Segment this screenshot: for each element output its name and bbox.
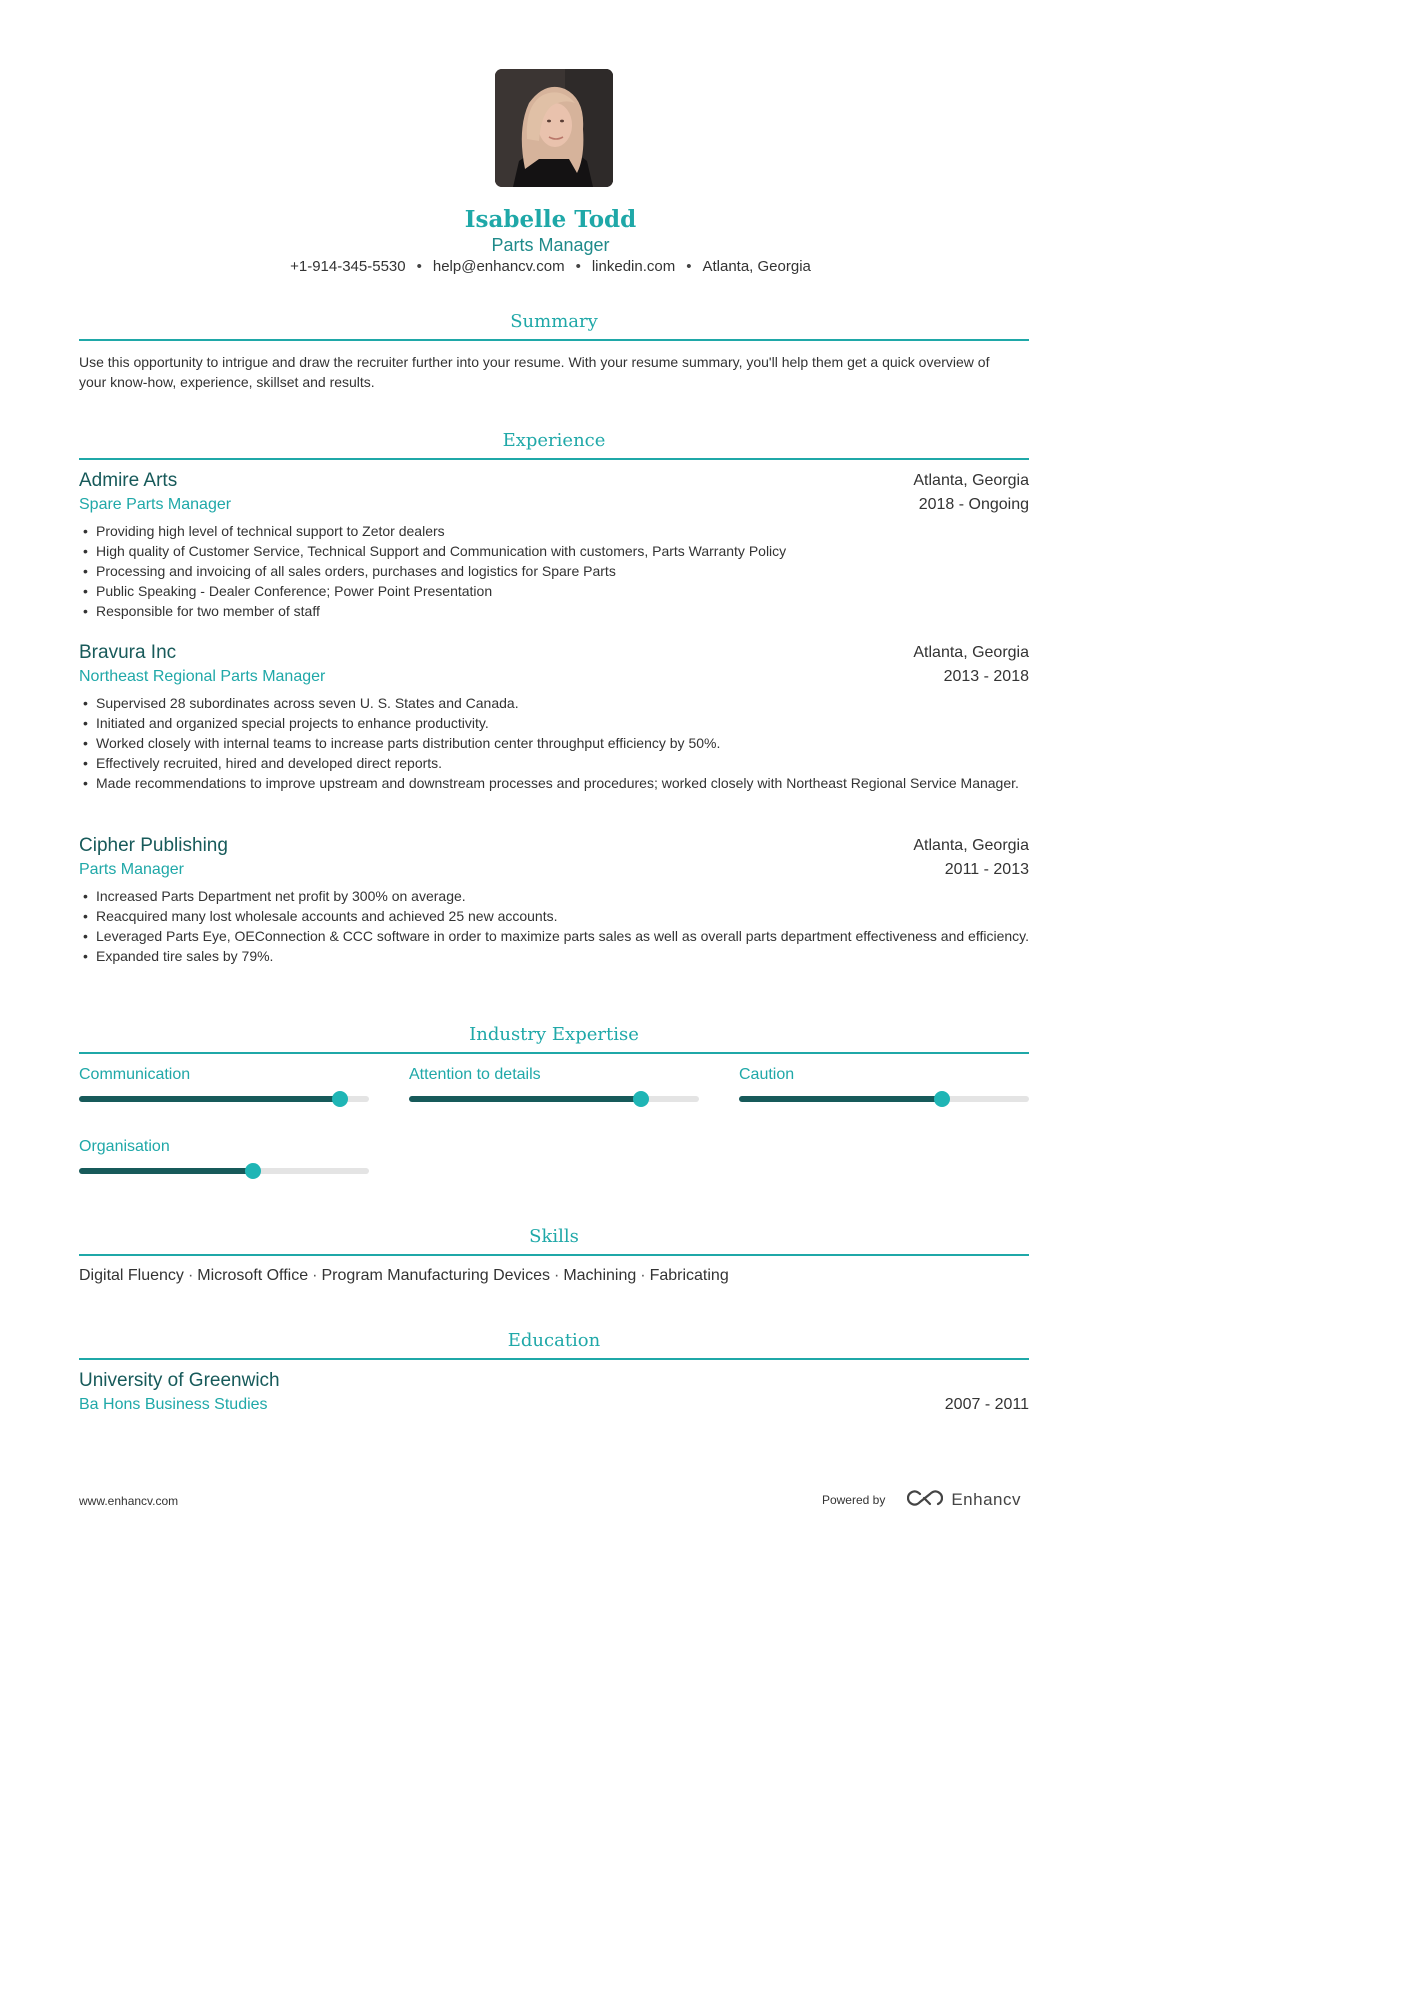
expertise-knob bbox=[633, 1091, 649, 1107]
expertise-label: Organisation bbox=[79, 1138, 170, 1155]
job-bullets bbox=[79, 521, 1029, 621]
job-dates: 2013 - 2018 bbox=[943, 668, 1029, 685]
job-bullet: • Supervised 28 subordinates across seven U. S. States and Canada. bbox=[79, 693, 1029, 713]
job-dates: 2011 - 2013 bbox=[944, 861, 1029, 878]
job-entry bbox=[79, 834, 1029, 966]
degree-name: Ba Hons Business Studies bbox=[79, 1396, 268, 1413]
job-location: Atlanta, Georgia bbox=[913, 837, 1029, 854]
job-location: Atlanta, Georgia bbox=[913, 644, 1029, 661]
education-dates: 2007 - 2011 bbox=[944, 1396, 1029, 1413]
expertise-track bbox=[409, 1096, 699, 1102]
job-bullet: • Made recommendations to improve upstream and downstream processes and procedures; worked closely with Northeast Regional Service Manager. bbox=[79, 773, 1029, 793]
expertise-item bbox=[409, 1065, 699, 1085]
section-divider bbox=[79, 1358, 1029, 1360]
footer-website-link[interactable]: www.enhancv.com bbox=[79, 1494, 179, 1508]
enhancv-logo-icon bbox=[907, 1489, 943, 1512]
profile-photo bbox=[495, 69, 613, 187]
expertise-track bbox=[79, 1168, 369, 1174]
powered-by-text: Powered by bbox=[821, 1493, 886, 1507]
company-name: Admire Arts bbox=[79, 470, 178, 491]
expertise-item bbox=[739, 1065, 1029, 1085]
separator-dot: • bbox=[686, 258, 692, 275]
job-dates: 2018 - Ongoing bbox=[918, 496, 1029, 513]
company-name: Bravura Inc bbox=[79, 642, 177, 663]
expertise-fill bbox=[739, 1096, 942, 1102]
job-location: Atlanta, Georgia bbox=[913, 472, 1029, 489]
email-link[interactable]: help@enhancv.com bbox=[432, 258, 565, 275]
education-heading: Education bbox=[507, 1330, 601, 1351]
section-divider bbox=[79, 1052, 1029, 1054]
job-bullet: • Leveraged Parts Eye, OEConnection & CCC software in order to maximize parts sales as well as overall parts department effectiveness and efficiency. bbox=[79, 926, 1029, 946]
skill-item: Machining bbox=[563, 1267, 637, 1284]
skill-item: Fabricating bbox=[649, 1267, 729, 1284]
enhancv-brand-text[interactable]: Enhancv bbox=[951, 1490, 1021, 1509]
skill-item: Digital Fluency bbox=[79, 1267, 184, 1284]
skill-separator: · bbox=[187, 1267, 194, 1284]
job-bullets bbox=[79, 693, 1029, 793]
candidate-title: Parts Manager bbox=[491, 235, 610, 255]
job-bullet: • Responsible for two member of staff bbox=[79, 601, 1029, 621]
location-text: Atlanta, Georgia bbox=[702, 258, 811, 275]
expertise-label: Caution bbox=[739, 1066, 795, 1083]
separator-dot: • bbox=[575, 258, 581, 275]
education-entry bbox=[79, 1369, 1029, 1417]
job-bullet: • Increased Parts Department net profit by 300% on average. bbox=[79, 886, 1029, 906]
job-bullet: • Initiated and organized special projects to enhance productivity. bbox=[79, 713, 1029, 733]
job-bullets bbox=[79, 886, 1029, 966]
experience-heading: Experience bbox=[502, 430, 606, 451]
expertise-fill bbox=[409, 1096, 641, 1102]
job-bullet: • Public Speaking - Dealer Conference; Power Point Presentation bbox=[79, 581, 1029, 601]
expertise-item bbox=[79, 1065, 369, 1085]
job-bullet: • High quality of Customer Service, Technical Support and Communication with customers, Parts Warranty Policy bbox=[79, 541, 1029, 561]
linkedin-link[interactable]: linkedin.com bbox=[591, 258, 676, 275]
skill-separator: · bbox=[312, 1267, 318, 1284]
expertise-item bbox=[79, 1137, 369, 1157]
job-entry bbox=[79, 641, 1029, 793]
job-bullet: • Effectively recruited, hired and developed direct reports. bbox=[79, 753, 1029, 773]
summary-text: Use this opportunity to intrigue and draw the recruiter further into your resume. With your resume summary, you'll help them get a quick overview of your know-how, experience, skillset and results. bbox=[79, 354, 990, 390]
company-name: Cipher Publishing bbox=[79, 835, 228, 856]
job-bullet: • Processing and invoicing of all sales orders, purchases and logistics for Spare Parts bbox=[79, 561, 1029, 581]
expertise-label: Communication bbox=[79, 1066, 191, 1083]
contact-line bbox=[0, 258, 1101, 275]
job-bullet: • Reacquired many lost wholesale accounts and achieved 25 new accounts. bbox=[79, 906, 1029, 926]
section-divider bbox=[79, 339, 1029, 341]
skills-heading: Skills bbox=[529, 1226, 579, 1247]
expertise-knob bbox=[934, 1091, 950, 1107]
skills-list bbox=[79, 1267, 729, 1285]
candidate-name: Isabelle Todd bbox=[464, 206, 637, 233]
summary-heading: Summary bbox=[510, 311, 598, 332]
expertise-track bbox=[739, 1096, 1029, 1102]
skill-separator: · bbox=[553, 1267, 560, 1284]
job-role: Parts Manager bbox=[79, 861, 184, 878]
job-role: Northeast Regional Parts Manager bbox=[79, 668, 326, 685]
skill-item: Program Manufacturing Devices bbox=[321, 1267, 550, 1284]
expertise-label: Attention to details bbox=[409, 1066, 541, 1083]
job-bullet: • Providing high level of technical support to Zetor dealers bbox=[79, 521, 1029, 541]
skill-item: Microsoft Office bbox=[197, 1267, 309, 1284]
expertise-fill bbox=[79, 1168, 253, 1174]
job-bullet: • Worked closely with internal teams to increase parts distribution center throughput efficiency by 50%. bbox=[79, 733, 1029, 753]
job-bullet: • Expanded tire sales by 79%. bbox=[79, 946, 1029, 966]
footer-branding bbox=[822, 1488, 1021, 1512]
section-divider bbox=[79, 1254, 1029, 1256]
expertise-fill bbox=[79, 1096, 340, 1102]
separator-dot: • bbox=[416, 258, 422, 275]
job-role: Spare Parts Manager bbox=[79, 496, 232, 513]
job-entry bbox=[79, 469, 1029, 621]
expertise-track bbox=[79, 1096, 369, 1102]
section-divider bbox=[79, 458, 1029, 460]
expertise-knob bbox=[332, 1091, 348, 1107]
phone-text: +1-914-345-5530 bbox=[290, 258, 406, 275]
expertise-knob bbox=[245, 1163, 261, 1179]
expertise-heading: Industry Expertise bbox=[469, 1024, 639, 1045]
school-name: University of Greenwich bbox=[79, 1370, 280, 1391]
skill-separator: · bbox=[640, 1267, 646, 1284]
